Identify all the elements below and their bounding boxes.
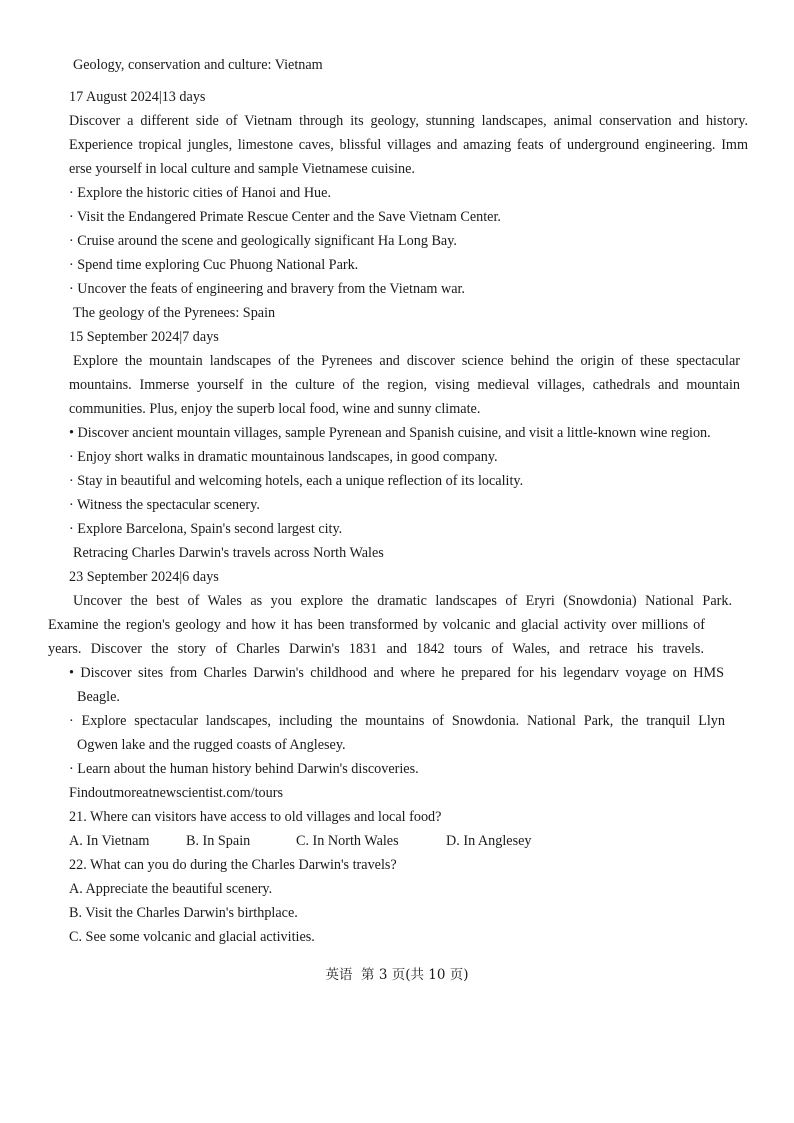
bullet-item: · Witness the spectacular scenery. [69, 497, 260, 513]
section-title-vietnam: Geology, conservation and culture: Vietnam [73, 57, 323, 73]
bullet-item: · Explore Barcelona, Spain's second largest city. [69, 521, 343, 537]
intro-line: Experience tropical jungles, limestone caves, blissful villages and amazing feats of underground engineering. Imm [69, 137, 748, 153]
bullet-item: · Learn about the human history behind Darwin's discoveries. [69, 761, 419, 777]
bullet-item: · Spend time exploring Cuc Phuong National Park. [69, 257, 359, 273]
section-title-wales: Retracing Charles Darwin's travels across North Wales [73, 545, 384, 561]
intro-line: Uncover the best of Wales as you explore the dramatic landscapes of Eryri (Snowdonia) National Park. [73, 593, 732, 609]
intro-line: erse yourself in local culture and sample Vietnamese cuisine. [69, 161, 415, 177]
website-text: Findoutmoreatnewscientist.com/tours [69, 785, 283, 801]
bullet-item: • Discover sites from Charles Darwin's childhood and where he prepared for his legendarv voyage on HMS [69, 665, 724, 681]
intro-line: Discover a different side of Vietnam through its geology, stunning landscapes, animal conservation and history. [69, 113, 748, 129]
option-c: C. See some volcanic and glacial activities. [69, 929, 315, 945]
bullet-item: • Discover ancient mountain villages, sample Pyrenean and Spanish cuisine, and visit a little-known wine region. [69, 425, 711, 441]
intro-line: mountains. Immerse yourself in the culture of the region, vising medieval villages, cathedrals and mountain [69, 377, 740, 393]
bullet-item: Ogwen lake and the rugged coasts of Anglesey. [77, 737, 346, 753]
option-b: B. In Spain [186, 833, 251, 849]
option-a: A. Appreciate the beautiful scenery. [69, 881, 273, 897]
intro-line: Examine the region's geology and how it has been transformed by volcanic and glacial activity over millions of [48, 617, 705, 633]
bullet-item: · Explore spectacular landscapes, including the mountains of Snowdonia. National Park, the tranquil Llyn [69, 713, 725, 729]
intro-line: years. Discover the story of Charles Darwin's 1831 and 1842 tours of Wales, and retrace his travels. [48, 641, 704, 657]
page-footer: 英语 第 3 页(共 10 页) [325, 967, 469, 983]
question-stem-21: 21. Where can visitors have access to old villages and local food? [69, 809, 442, 825]
option-b: B. Visit the Charles Darwin's birthplace. [69, 905, 298, 921]
question-stem-22: 22. What can you do during the Charles Darwin's travels? [69, 857, 397, 873]
bullet-item: · Visit the Endangered Primate Rescue Center and the Save Vietnam Center. [69, 209, 501, 225]
section-date-spain: 15 September 2024|7 days [69, 329, 219, 345]
bullet-item: · Enjoy short walks in dramatic mountainous landscapes, in good company. [69, 449, 498, 465]
option-a: A. In Vietnam [69, 833, 150, 849]
intro-line: communities. Plus, enjoy the superb local food, wine and sunny climate. [69, 401, 481, 417]
bullet-item: Beagle. [77, 689, 120, 705]
section-date-vietnam: 17 August 2024|13 days [69, 89, 206, 105]
bullet-item: · Explore the historic cities of Hanoi and Hue. [69, 185, 331, 201]
section-title-spain: The geology of the Pyrenees: Spain [73, 305, 276, 321]
bullet-item: · Stay in beautiful and welcoming hotels, each a unique reflection of its locality. [69, 473, 524, 489]
section-date-wales: 23 September 2024|6 days [69, 569, 219, 585]
option-d: D. In Anglesey [446, 833, 532, 849]
bullet-item: · Cruise around the scene and geologically significant Ha Long Bay. [69, 233, 457, 249]
bullet-item: · Uncover the feats of engineering and bravery from the Vietnam war. [69, 281, 465, 297]
intro-line: Explore the mountain landscapes of the Pyrenees and discover science behind the origin of these spectacular [73, 353, 740, 369]
option-c: C. In North Wales [296, 833, 399, 849]
